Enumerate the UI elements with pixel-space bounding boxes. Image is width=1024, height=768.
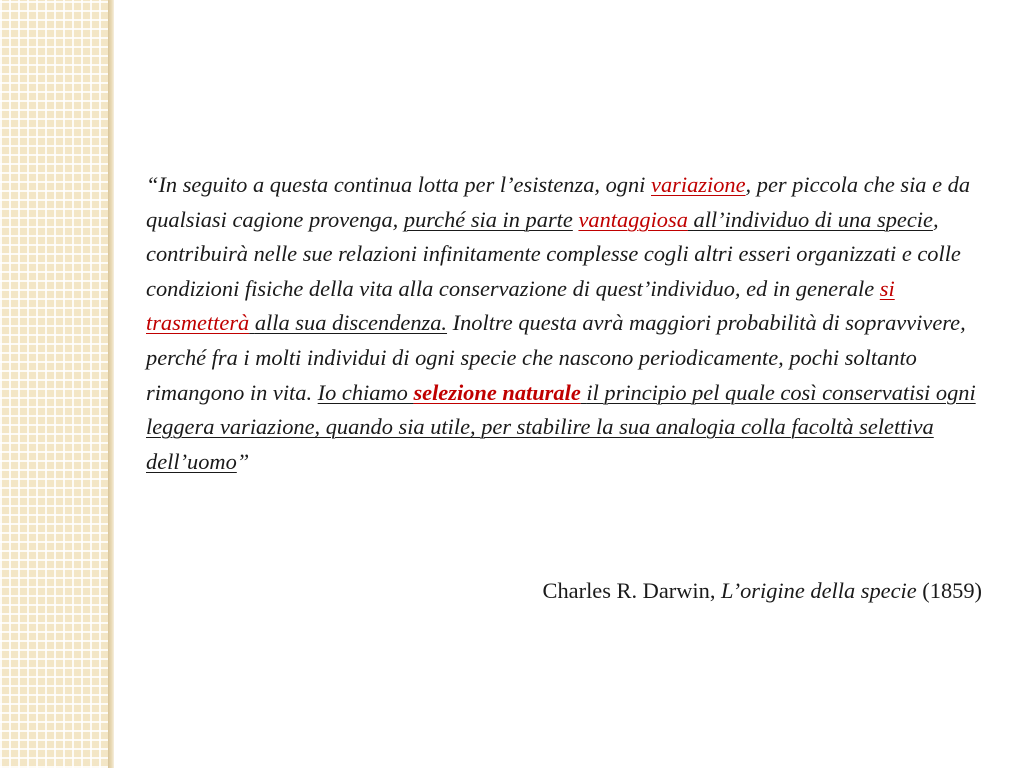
- quote-highlight-si-trasmettera: si trasmetterà: [146, 275, 895, 336]
- quote-closing-mark: ”: [236, 448, 250, 474]
- quote-underlined-text: all’individuo di una specie: [693, 206, 933, 232]
- decorative-strip-edge: [108, 0, 114, 768]
- quote-text: “In seguito a questa continua lotta per l’esistenza, ogni: [146, 172, 652, 197]
- quote-text: , per piccola che sia e da qualsiasi cagione provenga,: [146, 172, 971, 232]
- citation: [543, 574, 982, 608]
- darwin-quote: [146, 168, 976, 479]
- quote-text: , contribuirà nelle sue relazioni infinitamente complesse cogli altri esseri organizzati e colle condizioni fisiche della vita alla conservazione di quest’individuo, ed in generale: [146, 206, 961, 301]
- quote-underlined-text: alla sua discendenza.: [254, 310, 448, 336]
- quote-text: Inoltre questa avrà maggiori probabilità di sopravvivere, perché fra i molti individui di ogni specie che nascono periodicamente, pochi soltanto rimangono in vita.: [146, 310, 966, 405]
- quote-underlined-text: Io chiamo: [317, 379, 414, 405]
- decorative-pattern-strip: [0, 0, 108, 768]
- quote-highlight-variazione: variazione: [651, 172, 746, 197]
- quote-highlight-selezione-naturale: selezione naturale: [413, 379, 581, 405]
- citation-author: Charles R. Darwin,: [542, 578, 722, 603]
- quote-highlight-vantaggiosa: vantaggiosa: [578, 206, 688, 232]
- citation-year: (1859): [916, 578, 982, 603]
- citation-work-title: L’origine della specie: [721, 578, 917, 603]
- quote-underlined-text: purché sia in parte: [403, 206, 573, 232]
- quote-underlined-text: il principio pel quale così conservatisi ogni leggera variazione, quando sia utile, per stabilire la sua analogia colla facoltà selettiva dell’uomo: [146, 379, 976, 474]
